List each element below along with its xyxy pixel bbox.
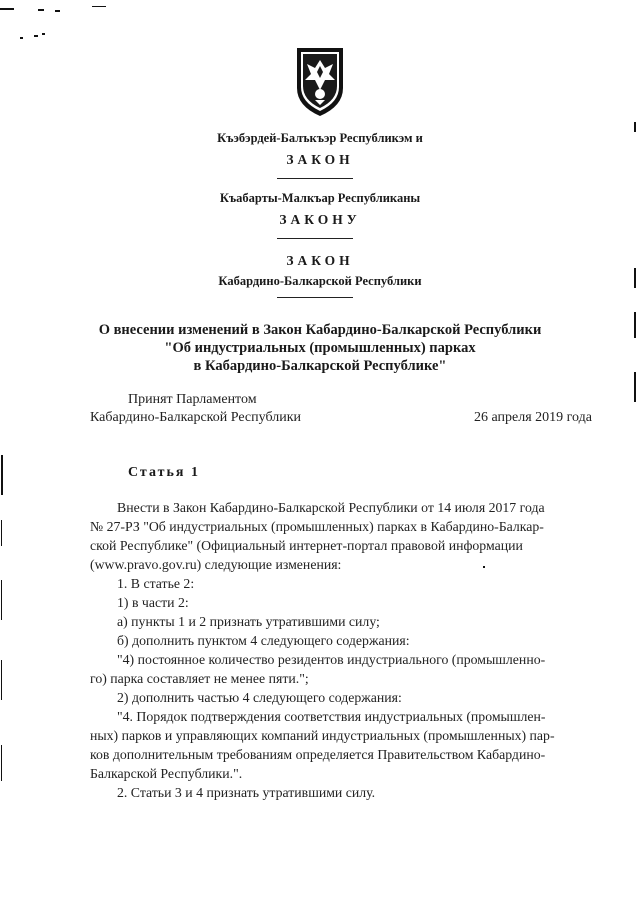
body-line: ской Республике" (Официальный интернет-портал правовой информации	[90, 538, 523, 553]
scan-mark	[1, 455, 3, 495]
kabardian-org-name: Къэбэрдей-Балъкъэр Республикэм и	[217, 131, 423, 145]
scan-mark	[1, 660, 2, 700]
scan-mark	[38, 9, 44, 11]
body-line: ных) парков и управляющих компаний индустриальных (промышленных) пар-	[90, 728, 555, 743]
body-line: го) парка составляет не менее пяти.";	[90, 671, 309, 686]
divider	[277, 297, 353, 298]
article-heading: Статья 1	[128, 465, 200, 480]
body-line: "4. Порядок подтверждения соответствия индустриальных (промышлен-	[117, 709, 546, 724]
scan-mark	[0, 8, 14, 10]
body-line: 1) в части 2:	[117, 595, 189, 610]
balkar-org-name: Къабарты-Малкъар Республиканы	[219, 191, 421, 205]
body-line: 2) дополнить частью 4 следующего содержания:	[117, 690, 402, 705]
body-line: ков дополнительным требованиям определяется Правительством Кабардино-	[90, 747, 546, 762]
balkar-law-word: ЗАКОНУ	[279, 212, 361, 227]
divider	[277, 178, 353, 179]
scan-mark	[1, 520, 2, 546]
body-line: б) дополнить пунктом 4 следующего содержания:	[117, 633, 410, 648]
document-title-line: в Кабардино-Балкарской Республике"	[193, 358, 447, 374]
body-line: Внести в Закон Кабардино-Балкарской Республики от 14 июля 2017 года	[117, 500, 545, 515]
scan-mark	[634, 372, 636, 402]
document-title-line: "Об индустриальных (промышленных) парках	[164, 340, 476, 356]
body-line: Балкарской Республики.".	[90, 766, 243, 781]
document-title-line: О внесении изменений в Закон Кабардино-Балкарской Республики	[98, 322, 542, 338]
kabardian-law-word: ЗАКОН	[286, 152, 354, 167]
adopted-by-line: Принят Парламентом	[128, 392, 257, 407]
scan-mark	[1, 745, 2, 781]
divider	[277, 238, 353, 239]
coat-of-arms-icon	[293, 44, 347, 118]
russian-org-name: Кабардино-Балкарской Республики	[218, 274, 422, 288]
scan-mark	[92, 6, 106, 7]
body-line: 1. В статье 2:	[117, 576, 195, 591]
scan-mark	[42, 33, 45, 35]
scan-mark	[34, 35, 38, 37]
adoption-date: 26 апреля 2019 года	[474, 410, 592, 425]
body-line: а) пункты 1 и 2 признать утратившими силу;	[117, 614, 380, 629]
body-line: "4) постоянное количество резидентов индустриального (промышленно-	[117, 652, 546, 667]
scan-mark	[1, 580, 2, 620]
adopted-by-line: Кабардино-Балкарской Республики	[90, 410, 301, 425]
body-line: (www.pravo.gov.ru) следующие изменения:	[90, 557, 342, 572]
scan-mark	[20, 37, 23, 39]
body-line: 2. Статьи 3 и 4 признать утратившими силу.	[117, 785, 376, 800]
body-line: № 27-РЗ "Об индустриальных (промышленных) парках в Кабардино-Балкар-	[90, 519, 544, 534]
scan-dot	[483, 566, 485, 568]
scan-mark	[55, 10, 60, 12]
russian-law-word: ЗАКОН	[286, 253, 354, 268]
